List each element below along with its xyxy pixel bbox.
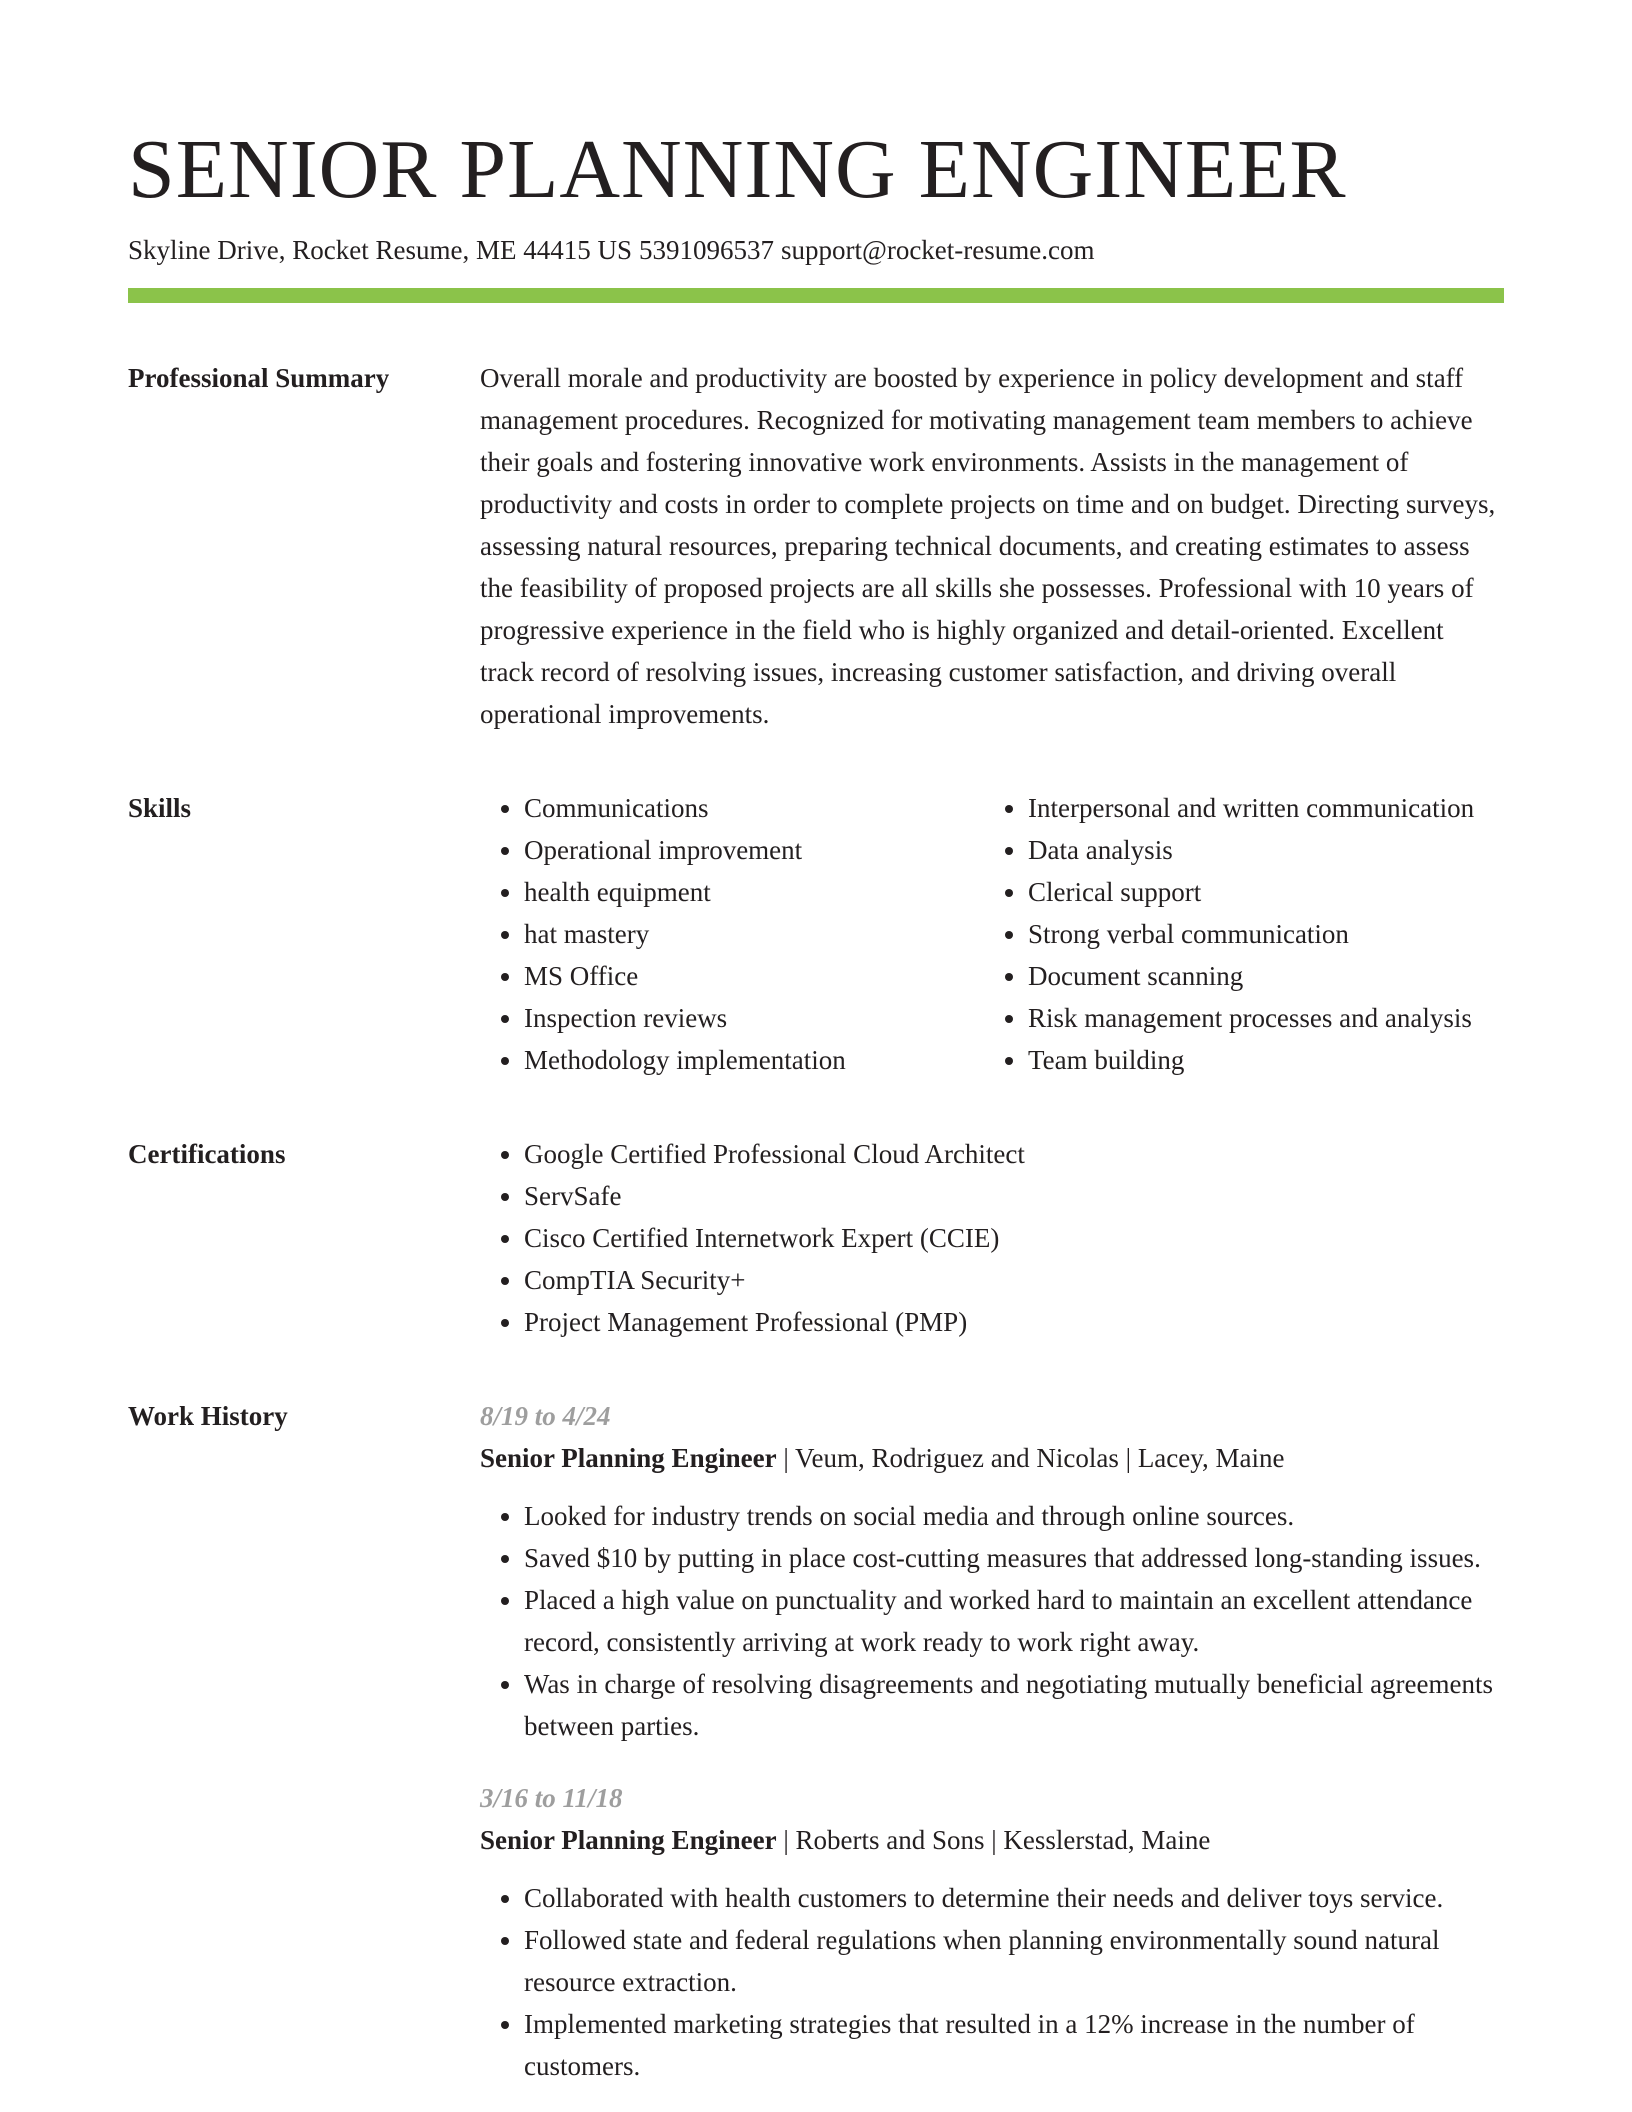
job-bullet: • Followed state and federal regulations when planning environmentally sound natural resource extraction.	[524, 1919, 1504, 2003]
summary-body	[480, 357, 1504, 735]
certification-item: • Cisco Certified Internetwork Expert (CCIE)	[524, 1217, 1504, 1259]
skill-item: • Operational improvement	[524, 829, 984, 871]
job-entry	[480, 1777, 1504, 2087]
work-history-section	[128, 1395, 1504, 2087]
job-location: Lacey, Maine	[1137, 1443, 1285, 1473]
job-heading	[480, 1437, 1504, 1479]
skills-section	[128, 787, 1504, 1081]
certifications-list	[480, 1133, 1504, 1343]
job-entry	[480, 1395, 1504, 1747]
certifications-section	[128, 1133, 1504, 1343]
job-company: Roberts and Sons	[795, 1825, 985, 1855]
job-bullet: • Implemented marketing strategies that resulted in a 12% increase in the number of customers.	[524, 2003, 1504, 2087]
section-title-certifications: Certifications	[128, 1139, 286, 1169]
certification-item: • CompTIA Security+	[524, 1259, 1504, 1301]
contact-email: support@rocket-resume.com	[780, 235, 1095, 265]
certification-item: • ServSafe	[524, 1175, 1504, 1217]
skill-item: • health equipment	[524, 871, 984, 913]
skill-item: • Data analysis	[1028, 829, 1474, 871]
work-history-body	[480, 1395, 1504, 2087]
skill-item: • Inspection reviews	[524, 997, 984, 1039]
skill-item: • Document scanning	[1028, 955, 1474, 997]
skills-list-left	[480, 787, 984, 1081]
summary-text: Overall morale and productivity are boosted by experience in policy development and staff management procedures. Recognized for motivating management team members to achieve their goals and fostering innovative work environments. Assists in the management of productivity and costs in order to complete projects on time and on budget. Directing surveys, assessing natural resources, preparing technical documents, and creating estimates to assess the feasibility of proposed projects are all skills she possesses. Professional with 10 years of progressive experience in the field who is highly organized and detail-oriented. Excellent track record of resolving issues, increasing customer satisfaction, and driving overall operational improvements.	[480, 363, 1496, 729]
header-divider	[128, 288, 1504, 303]
job-bullet-list	[480, 1495, 1504, 1747]
job-dates: 3/16 to 11/18	[480, 1783, 623, 1813]
skills-grid	[480, 787, 1504, 1081]
contact-line	[128, 232, 1504, 268]
job-title: Senior Planning Engineer	[480, 1443, 777, 1473]
job-bullet: • Collaborated with health customers to determine their needs and deliver toys service.	[524, 1877, 1504, 1919]
job-bullet: • Placed a high value on punctuality and worked hard to maintain an excellent attendance record, consistently arriving at work ready to work right away.	[524, 1579, 1504, 1663]
skill-item: • Risk management processes and analysis	[1028, 997, 1474, 1039]
job-separator: |	[783, 1443, 789, 1473]
job-location: Kesslerstad, Maine	[1003, 1825, 1211, 1855]
job-company: Veum, Rodriguez and Nicolas	[794, 1443, 1119, 1473]
job-separator: |	[1125, 1443, 1132, 1473]
candidate-name: SENIOR PLANNING ENGINEER	[128, 123, 1347, 216]
skill-item: • MS Office	[524, 955, 984, 997]
skill-item: • Team building	[1028, 1039, 1474, 1081]
section-title-work-history: Work History	[128, 1401, 288, 1431]
skill-item: • Strong verbal communication	[1028, 913, 1474, 955]
job-title: Senior Planning Engineer	[480, 1825, 777, 1855]
certification-item: • Google Certified Professional Cloud Architect	[524, 1133, 1504, 1175]
certifications-body	[480, 1133, 1504, 1343]
job-bullet: • Saved $10 by putting in place cost-cutting measures that addressed long-standing issues.	[524, 1537, 1504, 1579]
section-title-summary: Professional Summary	[128, 363, 390, 393]
job-bullet: • Looked for industry trends on social media and through online sources.	[524, 1495, 1504, 1537]
job-separator: |	[783, 1825, 789, 1855]
job-bullet: • Was in charge of resolving disagreements and negotiating mutually beneficial agreements between parties.	[524, 1663, 1504, 1747]
job-dates: 8/19 to 4/24	[480, 1401, 611, 1431]
summary-section	[128, 357, 1504, 735]
job-heading	[480, 1819, 1504, 1861]
skill-item: • Communications	[524, 787, 984, 829]
contact-address: Skyline Drive, Rocket Resume, ME 44415 US	[128, 235, 632, 265]
contact-phone: 5391096537	[638, 235, 774, 265]
section-title-skills: Skills	[128, 793, 192, 823]
skill-item: • Clerical support	[1028, 871, 1474, 913]
skill-item: • Methodology implementation	[524, 1039, 984, 1081]
skill-item: • Interpersonal and written communication	[1028, 787, 1474, 829]
certification-item: • Project Management Professional (PMP)	[524, 1301, 1504, 1343]
skill-item: • hat mastery	[524, 913, 984, 955]
resume-page	[128, 118, 1504, 2087]
skills-list-right	[984, 787, 1474, 1081]
job-bullet-list	[480, 1877, 1504, 2087]
job-separator: |	[991, 1825, 997, 1855]
